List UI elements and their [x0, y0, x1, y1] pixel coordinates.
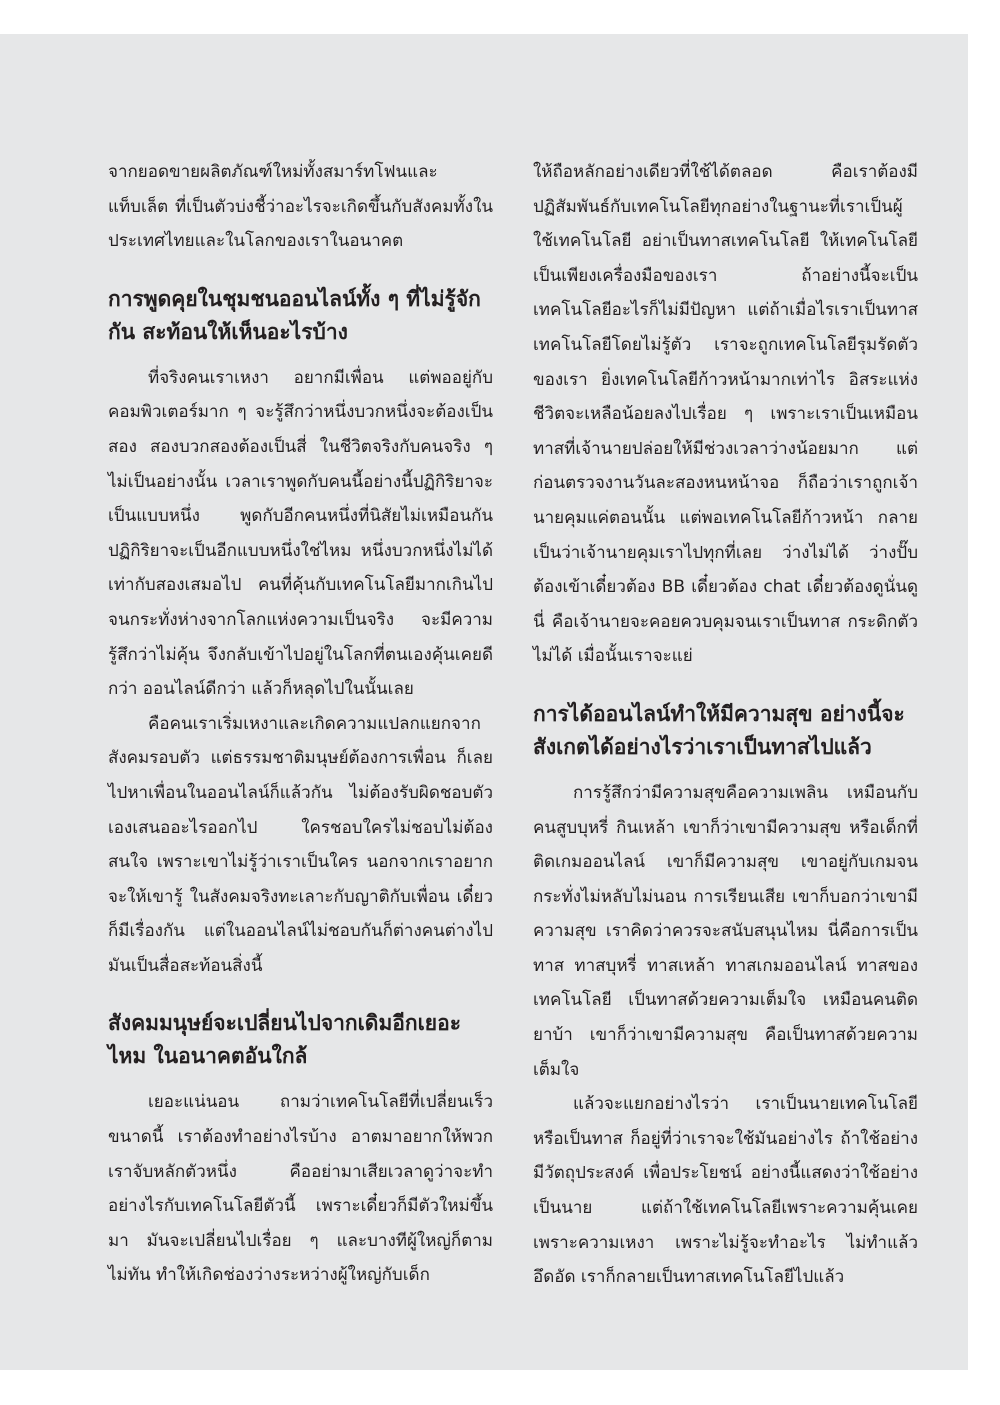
paragraph-alienation: คือคนเราเริ่มเหงาและเกิดความแปลกแยกจากสังคมรอบตัว แต่ธรรมชาติมนุษย์ต้องการเพื่อน ก็เลยไปหาเพื่อนในออนไลน์ก็แล้วกัน ไม่ต้องรับผิดชอบตัวเองเสนออะไรออกไป ใครชอบใครไม่ชอบไม่ต้องสนใจ เพราะเขาไม่รู้ว่าเราเป็นใคร นอกจากเราอยากจะให้เขารู้ ในสังคมจริงทะเลาะกับญาติกับเพื่อน เดี๋ยวก็มีเรื่องกัน แต่ในออนไลน์ไม่ชอบกันก็ต่างคนต่างไป มันเป็นสื่อสะท้อนสิ่งนี้	[108, 713, 493, 976]
paragraph-intro: จากยอดขายผลิตภัณฑ์ใหม่ทั้งสมาร์ทโฟนและแท็บเล็ต ที่เป็นตัวบ่งชี้ว่าอะไรจะเกิดขึ้นกับสังคมทั้งในประเทศไทยและในโลกของเราในอนาคต	[108, 162, 493, 252]
paragraph-tech-principle: ให้ถือหลักอย่างเดียวที่ใช้ได้ตลอด คือเราต้องมีปฏิสัมพันธ์กับเทคโนโลยีทุกอย่างในฐานะที่เราเป็นผู้ใช้เทคโนโลยี อย่าเป็นทาสเทคโนโลยี ให้เทคโนโลยีเป็นเพียงเครื่องมือของเรา ถ้าอย่างนี้จะเป็นเทคโนโลยีอะไรก็ไม่มีปัญหา แต่ถ้าเมื่อไรเราเป็นทาสเทคโนโลยีโดยไม่รู้ตัว เราจะถูกเทคโนโลยีรุมรัดตัวของเรา ยิ่งเทคโนโลยีก้าวหน้ามากเท่าไร อิสระแห่งชีวิตจะเหลือน้อยลงไปเรื่อย ๆ เพราะเราเป็นเหมือนทาสที่เจ้านายปล่อยให้มีช่วงเวลาว่างน้อยมาก แต่ก่อนตรวจงานวันละสองหนหน้าจอ ก็ถือว่าเราถูกเจ้านายคุมแค่ตอนนั้น แต่พอเทคโนโลยีก้าวหน้า กลายเป็นว่าเจ้านายคุมเราไปทุกที่เลย ว่างไม่ได้ ว่างปั๊บต้องเข้าเดี๋ยวต้อง BB เดี๋ยวต้อง chat เดี๋ยวต้องดูนั่นดูนี่ คือเจ้านายจะคอยควบคุมจนเราเป็นทาส กระดิกตัวไม่ได้ เมื่อนั้นเราจะแย่	[533, 162, 918, 667]
paragraph-master-or-slave: แล้วจะแยกอย่างไรว่า เราเป็นนายเทคโนโลยีหรือเป็นทาส ก็อยู่ที่ว่าเราจะใช้มันอย่างไร ถ้าใช้อย่างมีวัตถุประสงค์ เพื่อประโยชน์ อย่างนี้แสดงว่าใช้อย่างเป็นนาย แต่ถ้าใช้เทคโนโลยีเพราะความคุ้นเคย เพราะความเหงา เพราะไม่รู้จะทำอะไร ไม่ทำแล้วอึดอัด เราก็กลายเป็นทาสเทคโนโลยีไปแล้ว	[533, 1094, 918, 1288]
heading-online-communities: การพูดคุยในชุมชนออนไลน์ทั้ง ๆ ที่ไม่รู้จักกัน สะท้อนให้เห็นอะไรบ้าง	[108, 286, 481, 344]
right-column	[533, 155, 918, 1295]
paragraph-tech-change: เยอะแน่นอน ถามว่าเทคโนโลยีที่เปลี่ยนเร็วขนาดนี้ เราต้องทำอย่างไรบ้าง อาตมาอยากให้พวกเราจับหลักตัวหนึ่ง คืออย่ามาเสียเวลาดูว่าจะทำอย่างไรกับเทคโนโลยีตัวนี้ เพราะเดี๋ยวก็มีตัวใหม่ขึ้นมา มันจะเปลี่ยนไปเรื่อย ๆ และบางทีผู้ใหญ่ก็ตามไม่ทัน ทำให้เกิดช่องว่างระหว่างผู้ใหญ่กับเด็ก	[108, 1092, 493, 1286]
left-column	[108, 155, 493, 1293]
heading-society-change: สังคมมนุษย์จะเปลี่ยนไปจากเดิมอีกเยอะไหม ในอนาคตอันใกล้	[108, 1011, 461, 1069]
paragraph-loneliness: ที่จริงคนเราเหงา อยากมีเพื่อน แต่พออยู่กับคอมพิวเตอร์มาก ๆ จะรู้สึกว่าหนึ่งบวกหนึ่งจะต้องเป็นสอง สองบวกสองต้องเป็นสี่ ในชีวิตจริงกับคนจริง ๆ ไม่เป็นอย่างนั้น เวลาเราพูดกับคนนี้อย่างนี้ปฏิกิริยาจะเป็นแบบหนึ่ง พูดกับอีกคนหนึ่งที่นิสัยไม่เหมือนกัน ปฏิกิริยาจะเป็นอีกแบบหนึ่งใช่ไหม หนึ่งบวกหนึ่งไม่ได้เท่ากับสองเสมอไป คนที่คุ้นกับเทคโนโลยีมากเกินไปจนกระทั่งห่างจากโลกแห่งความเป็นจริง จะมีความรู้สึกว่าไม่คุ้น จึงกลับเข้าไปอยู่ในโลกที่ตนเองคุ้นเคยดีกว่า ออนไลน์ดีกว่า แล้วก็หลุดไปในนั้นเลย	[108, 367, 493, 700]
heading-online-happiness: การได้ออนไลน์ทำให้มีความสุข อย่างนี้จะสังเกตได้อย่างไรว่าเราเป็นทาสไปแล้ว	[533, 701, 905, 759]
paragraph-happiness-slavery: การรู้สึกว่ามีความสุขคือความเพลิน เหมือนกับคนสูบบุหรี่ กินเหล้า เขาก็ว่าเขามีความสุข หรือเด็กที่ติดเกมออนไลน์ เขาก็มีความสุข เขาอยู่กับเกมจนกระทั่งไม่หลับไม่นอน การเรียนเสีย เขาก็บอกว่าเขามีความสุข เราคิดว่าควรจะสนับสนุนไหม นี่คือการเป็นทาส ทาสบุหรี่ ทาสเหล้า ทาสเกมออนไลน์ ทาสของเทคโนโลยี เป็นทาสด้วยความเต็มใจ เหมือนคนติดยาบ้า เขาก็ว่าเขามีความสุข คือเป็นทาสด้วยความเต็มใจ	[533, 782, 918, 1080]
